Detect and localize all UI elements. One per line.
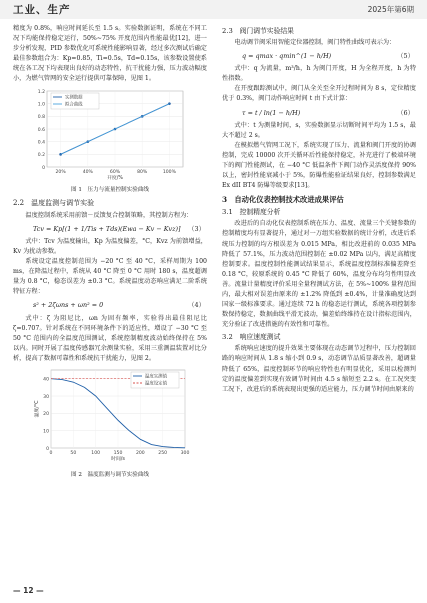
x-tick-label: 40%	[82, 169, 93, 175]
y-axis-label: 温度/°C	[35, 400, 40, 418]
equation-4	[13, 300, 207, 310]
x-tick-label: 60%	[109, 169, 121, 175]
x-tick-label: 80%	[137, 169, 148, 175]
equation-5-body: q = qmax · qmin^(1 − h/H)	[242, 52, 332, 61]
figure-1	[13, 87, 207, 185]
x-tick-label: 0	[49, 450, 53, 456]
right-paragraph-7: 系统响应速度的提升效果主要体现在动态调节过程中，压力控制回路的响应时间从 1.8 s 缩小到 0.9 s，动态调节品质显著改善，超调量降低了 65%，温度控制环节的响应特性也有明显优化，采用以检测判定的温度偏差到实现有效调节时间由 4.5 s 缩短至 2.2 s。在工况突变工况下，改进后的系统表现出更强的适应能力，压力调节时间由原来的	[222, 345, 416, 393]
journal-title: 工业、生产	[13, 4, 71, 16]
legend-label: 拟合曲线	[65, 102, 83, 108]
section-3-heading: 3 自动化仪表控制技术改进成果评估	[222, 195, 344, 205]
y-tick-label: 0.8	[37, 114, 45, 120]
y-tick-label: 0.2	[37, 152, 45, 158]
figure-1-chart	[13, 87, 207, 181]
right-paragraph-4: 式中：t 为测量时间，s，实验数据显示切断时间平均为 1.5 s，最大不超过 2 s。	[222, 121, 416, 139]
y-tick-label: 1.0	[37, 102, 45, 108]
y-tick-label: 0	[46, 446, 49, 452]
right-paragraph-2: 式中：q 为流量，m³/h，h 为阀门开度，H 为全程开度，h 为特性指数。	[222, 65, 416, 83]
left-paragraph-5: 式中：ζ 为阻尼比，ωn 为固有频率，实验得出最佳阻尼比 ζ=0.707。针对系统在不同环境条件下的适应性，增设了 −30 °C 至 50 °C 范围内的全温度范围测试，系统控制精度波动始终保持在 5% 以内。同时开展了温度传感器冗余测量实验，采用三重测温装置对比分析，提高了数据可靠性和系统抗干扰能力，见图 2。	[13, 314, 207, 362]
x-axis-label: 时间/s	[111, 456, 125, 462]
equation-5	[222, 51, 416, 61]
equation-3	[13, 224, 207, 234]
x-tick-label: 50	[70, 450, 77, 456]
figure-2	[13, 366, 207, 470]
y-tick-label: 40	[43, 377, 49, 383]
y-tick-label: 30	[43, 394, 49, 400]
right-paragraph-3: 在开度跟踪测试中，阀门从全关至全开过程时间为 8 s，定位精度优于 0.3%，阀门动作响应时间 t 由下式计算：	[222, 85, 416, 103]
section-3-1-heading: 3.1 控制精度分析	[222, 208, 281, 217]
right-paragraph-1: 电动调节阀采用智能定位器控制，阀门特性曲线可表示为：	[234, 39, 396, 46]
y-tick-label: 0	[42, 165, 45, 171]
figure-2-chart	[13, 366, 207, 466]
section-2-3-heading: 2.3 阀门调节实验结果	[222, 27, 294, 35]
journal-header	[0, 0, 427, 19]
figure-2-caption: 图 2 温度监测与调节实验曲线	[70, 472, 150, 479]
left-paragraph-4: 系统设定温度控制范围为 −20 °C 至 40 °C，采样周期为 100 ms，在降温过程中，系统从 40 °C 降至 0 °C 用时 180 s，温度超调量为 0.8 °C，稳态误差为 ±0.3 °C。系统温度动态响应满足二阶系统特征方程：	[13, 258, 207, 296]
y-tick-label: 20	[43, 412, 49, 418]
legend-label: 温度设定值	[145, 381, 167, 387]
y-tick-label: 0.6	[37, 127, 45, 133]
figure-1-caption: 图 1 压力与流量控制实验曲线	[70, 186, 150, 193]
x-tick-label: 200	[135, 450, 145, 456]
section-3-2-heading: 3.2 响应速度测试	[222, 333, 281, 342]
left-paragraph-3: 式中：Tcv 为温度输出，Kp 为温度偏差，°C，Kvz 为前馈增益，Kv 为扰动参数。	[13, 237, 207, 255]
right-column	[222, 24, 416, 395]
x-tick-label: 250	[158, 450, 168, 456]
equation-4-number: （4）	[188, 301, 205, 310]
equation-6-number: （6）	[397, 108, 414, 117]
y-tick-label: 1.2	[37, 89, 45, 95]
legend-label: 实测数据	[65, 95, 83, 101]
right-paragraph-6: 改进后的自动化仪表控制系统在压力、温度、流量三个关键参数的控制精度均有显著提升，通过对一万组实验数据的统计分析，改进后系统压力控制的均方根误差为 0.015 MPa，相比改进前的 0.035 MPa 降低了 57.1%，压力波动范围控制在 ±0.02 MPa 以内，满足高精度控制要求。温度控制性能测试结果显示，系统温度控制标准偏差降至 0.18 °C，较原系统的 0.45 °C 降低了 60%，温度分布均匀性明显改善。流量计量精度评价采用全量程测试方法，在 5%~100% 量程范围内，最大相对误差由原来的 ±1.2% 降低到 ±0.4%，计量准确度达到国家一级标准要求。通过连续 72 h 的稳态运行测试，系统各项控制参数保持稳定，数据曲线平滑无波动，偏差始终维持在设计指标范围内，充分验证了改进措施的有效性和可靠性。	[222, 220, 416, 329]
x-tick-label: 300	[180, 450, 190, 456]
y-tick-label: 0.4	[37, 140, 45, 146]
legend-label: 温度实测值	[145, 374, 167, 380]
equation-4-body: s² + 2ζωns + ωn² = 0	[33, 301, 104, 310]
left-paragraph-2: 温度控制系统采用前馈－反馈复合控制策略，其控制方程为：	[25, 211, 193, 219]
left-paragraph-1: 精度为 0.8%，响应时间延长至 1.5 s。实验数据证明，系统在不同工况下均能保持稳定运行，50%~75% 开度范围内性能最优[12]，进一步分析发现，PID 参数优化可系统性能影响显著，经过多次测试后确定最佳参数组合为：Kp=0.85，Ti=0.5s，Td=0.15s，该参数设置使系统在各工况下均表现出良好的动态特性，抗干扰能力强，压力波动幅度小，为燃气管网的安全运行提供可靠保障，见图 1。	[13, 25, 207, 83]
right-paragraph-5: 在模拟燃气管网工况下，系统实现了压力、流量和阀门开度的协调控制，完成 10000 次开关循环后性能保持稳定，补充进行了极端环境下的阀门性能测试，在 −40 °C 低温条件下阀门动作灵活度保持 90% 以上，密封性能衰减小于 5%，防爆性能验证结果良好，控制参数满足 Ex dII BT4 防爆等级要求[13]。	[222, 141, 416, 190]
x-tick-label: 150	[113, 450, 123, 456]
x-axis-label: 开度/%	[107, 175, 123, 181]
section-2-2-heading: 2.2 温度监测与调节实验	[13, 198, 95, 207]
page-number: — 12 —	[13, 586, 44, 595]
x-tick-label: 20%	[55, 169, 66, 175]
x-tick-label: 100	[91, 450, 101, 456]
issue-label: 2025年第6期	[367, 5, 414, 14]
left-column	[13, 24, 207, 483]
x-tick-label: 100%	[162, 169, 176, 175]
equation-3-number: （3）	[188, 224, 205, 233]
equation-5-number: （5）	[397, 52, 414, 61]
y-tick-label: 10	[43, 429, 49, 435]
equation-3-body: Tcv = Kp[(1 + 1/Tis + Tds)(Ewa − Kv − Kvz)]	[33, 224, 181, 233]
equation-6	[222, 108, 416, 118]
equation-6-body: τ = t / ln(1 − h/H)	[242, 108, 301, 117]
